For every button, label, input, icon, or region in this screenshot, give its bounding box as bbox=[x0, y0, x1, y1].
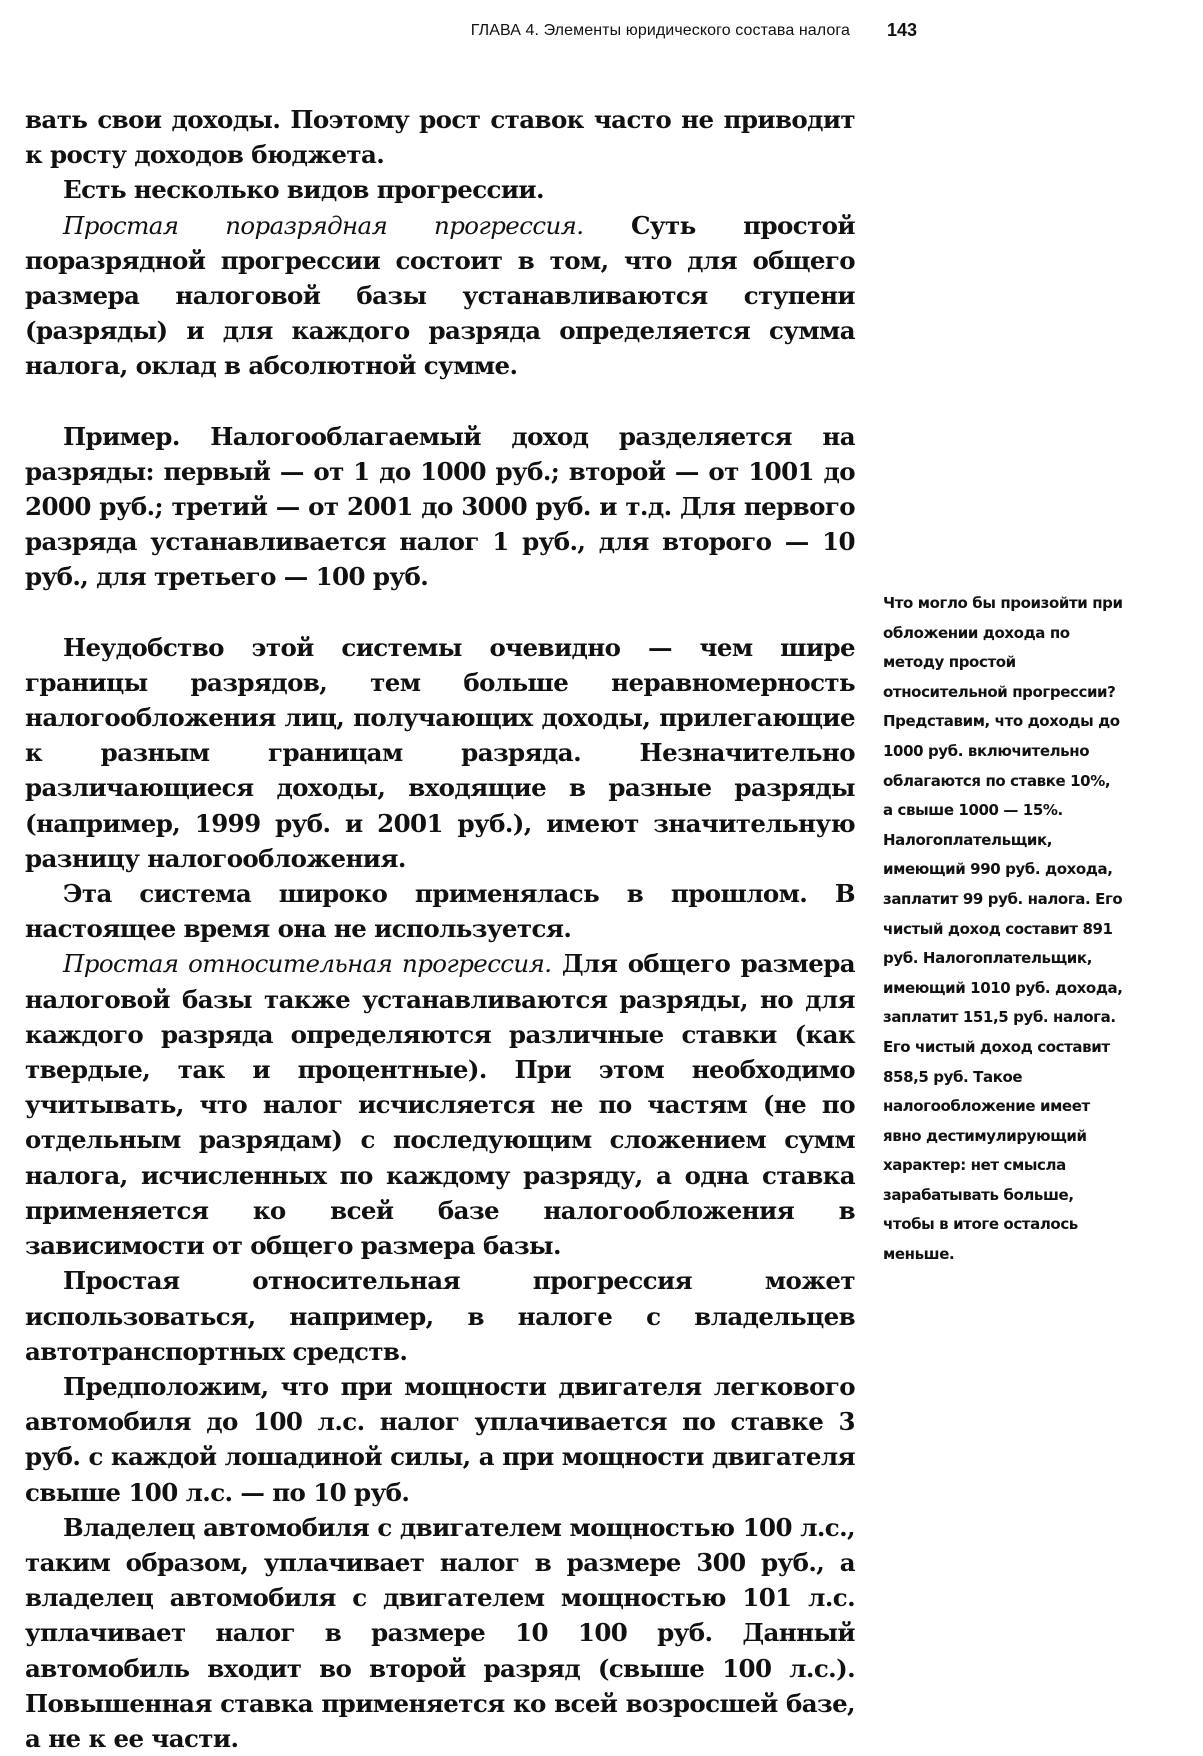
paragraph-text: Для общего размера налоговой базы также устанавливаются разряды, но для каждого разряда определяются различные ставки (как твердые, так и процентные). При этом необходимо учитывать, что налог исчисляется не по частям (не по отдельным разрядам) с последующим сложением сумм налога, исчисленных по каждому разряду, а одна ставка применяется ко всей базе налогообложения в зависимости от общего размера базы. bbox=[25, 949, 855, 1261]
margin-note bbox=[883, 589, 1123, 1270]
main-text-column bbox=[25, 102, 855, 1756]
term-simple-relative-progression: Простая относительная прогрессия. bbox=[63, 949, 552, 979]
paragraph-text: Суть простой поразрядной прогрессии состоит в том, что для общего размера налоговой базы устанавливаются ступени (разряды) и для каждого разряда определяется сумма налога, оклад в абсолютной сумме. bbox=[25, 210, 855, 381]
page-header bbox=[0, 18, 1203, 48]
example-text: Налогооблагаемый доход разделяется на разряды: первый — от 1 до 1000 руб.; второй — от 1001 до 2000 руб.; третий — от 2001 до 3000 руб. и т.д. Для первого разряда устанавливается налог 1 руб., для второго — 10 руб., для третьего — 100 руб. bbox=[25, 421, 855, 592]
paragraph-car-owner: Владелец автомобиля с двигателем мощностью 100 л.с., таким образом, уплачивает налог в размере 300 руб., а владелец автомобиля с двигателем мощностью 101 л.с. уплачивает налог в размере 10 100 руб. Данный автомобиль входит во второй разряд (свыше 100 л.с.). Повышенная ставка применяется ко всей возросшей базе, а не к ее части. bbox=[25, 1512, 855, 1753]
example-block bbox=[25, 419, 855, 595]
paragraph-simple-relative-progression bbox=[25, 946, 855, 1263]
paragraph-past-usage: Эта система широко применялась в прошлом. В настоящее время она не используется. bbox=[25, 879, 855, 944]
paragraph-inconvenience: Неудобство этой системы очевидно — чем шире границы разрядов, тем больше неравномерность налогообложения лиц, получающих доходы, прилегающие к разным границам разряда. Незначительно различающиеся доходы, входящие в разные разряды (например, 1999 руб. и 2001 руб.), имеют значительную разницу налогообложения. bbox=[25, 632, 855, 873]
margin-note-text: Что могло бы произойти при обложении дохода по методу простой относительной прогрессии? Представим, что доходы до 1000 руб. включительно облагаются по ставке 10%, а свыше 1000 — 15%. Налогоплательщик, имеющий 990 руб. дохода, заплатит 99 руб. налога. Его чистый доход составит 891 руб. Налогоплательщик, имеющий 1010 руб. дохода, заплатит 151,5 руб. налога. Его чистый доход составит 858,5 руб. Такое налогообложение имеет явно дестимулирующий характер: нет смысла зарабатывать больше, чтобы в итоге осталось меньше. bbox=[883, 594, 1123, 1264]
term-simple-rank-progression: Простая поразрядная прогрессия. bbox=[63, 210, 584, 240]
paragraph-continued: вать свои доходы. Поэтому рост ставок часто не приводит к росту доходов бюджета. bbox=[25, 105, 855, 170]
running-title: ГЛАВА 4. Элементы юридического состава налога bbox=[470, 22, 850, 39]
paragraph-simple-rank-progression bbox=[25, 208, 855, 384]
paragraph-engine-power: Предположим, что при мощности двигателя легкового автомобиля до 100 л.с. налог уплачивается по ставке 3 руб. с каждой лошадиной силы, а при мощности двигателя свыше 100 л.с. — по 10 руб. bbox=[25, 1371, 855, 1507]
paragraph-progression-types: Есть несколько видов прогрессии. bbox=[63, 175, 544, 205]
page-number: 143 bbox=[887, 20, 918, 40]
paragraph-vehicle-tax: Простая относительная прогрессия может использоваться, например, в налоге с владельцев автотранспортных средств. bbox=[25, 1266, 855, 1366]
example-label: Пример. bbox=[63, 421, 180, 451]
